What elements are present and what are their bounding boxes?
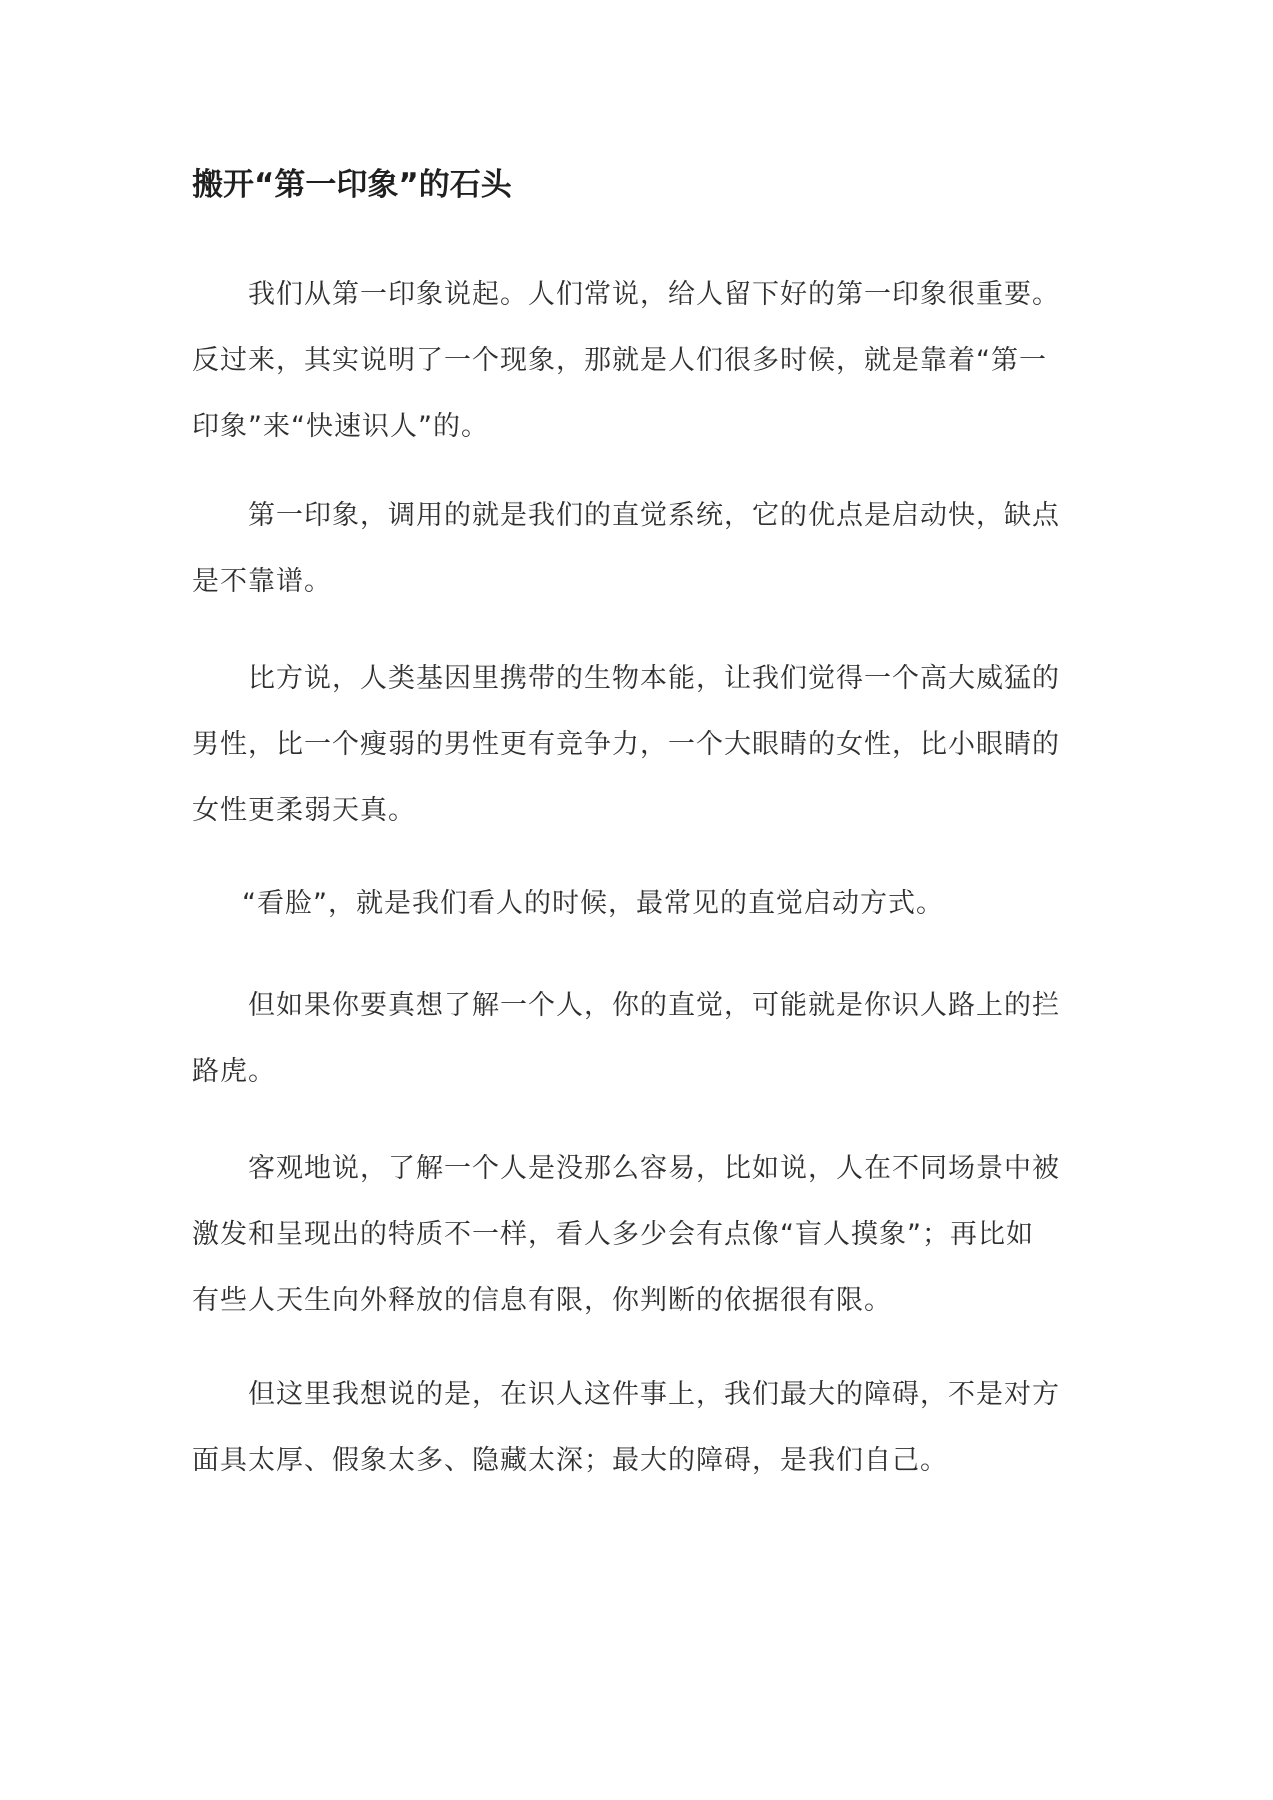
paragraph-5: [192, 973, 1072, 1105]
paragraph-line: 比方说，人类基因里携带的生物本能，让我们觉得一个高大威猛的: [248, 663, 1060, 694]
paragraph-line: “看脸”，就是我们看人的时候，最常见的直觉启动方式。: [242, 888, 944, 919]
paragraph-line: 反过来，其实说明了一个现象，那就是人们很多时候，就是靠着“第一: [192, 345, 1047, 376]
article-title: 搬开“第一印象”的石头: [192, 167, 512, 203]
paragraph-line: 有些人天生向外释放的信息有限，你判断的依据很有限。: [192, 1285, 892, 1316]
paragraph-line: 我们从第一印象说起。人们常说，给人留下好的第一印象很重要。: [248, 279, 1060, 310]
paragraph-7: [192, 1362, 1072, 1494]
paragraph-line: 但这里我想说的是，在识人这件事上，我们最大的障碍，不是对方: [248, 1379, 1060, 1410]
paragraph-line: 是不靠谱。: [192, 566, 332, 597]
paragraph-line: 激发和呈现出的特质不一样，看人多少会有点像“盲人摸象”；再比如: [192, 1219, 1034, 1250]
paragraph-line: 第一印象，调用的就是我们的直觉系统，它的优点是启动快，缺点: [248, 500, 1060, 531]
paragraph-line: 面具太厚、假象太多、隐藏太深；最大的障碍，是我们自己。: [192, 1445, 948, 1476]
paragraph-4: [192, 871, 1072, 937]
paragraph-6: [192, 1136, 1072, 1334]
paragraph-line: 但如果你要真想了解一个人，你的直觉，可能就是你识人路上的拦: [248, 990, 1060, 1021]
paragraph-line: 印象”来“快速识人”的。: [192, 411, 489, 442]
paragraph-line: 路虎。: [192, 1056, 276, 1087]
paragraph-3: [192, 646, 1072, 844]
paragraph-1: [192, 262, 1072, 460]
paragraph-2: [192, 483, 1072, 615]
paragraph-line: 男性，比一个瘦弱的男性更有竞争力，一个大眼睛的女性，比小眼睛的: [192, 729, 1060, 760]
paragraph-line: 客观地说，了解一个人是没那么容易，比如说，人在不同场景中被: [248, 1153, 1060, 1184]
paragraph-line: 女性更柔弱天真。: [192, 795, 416, 826]
